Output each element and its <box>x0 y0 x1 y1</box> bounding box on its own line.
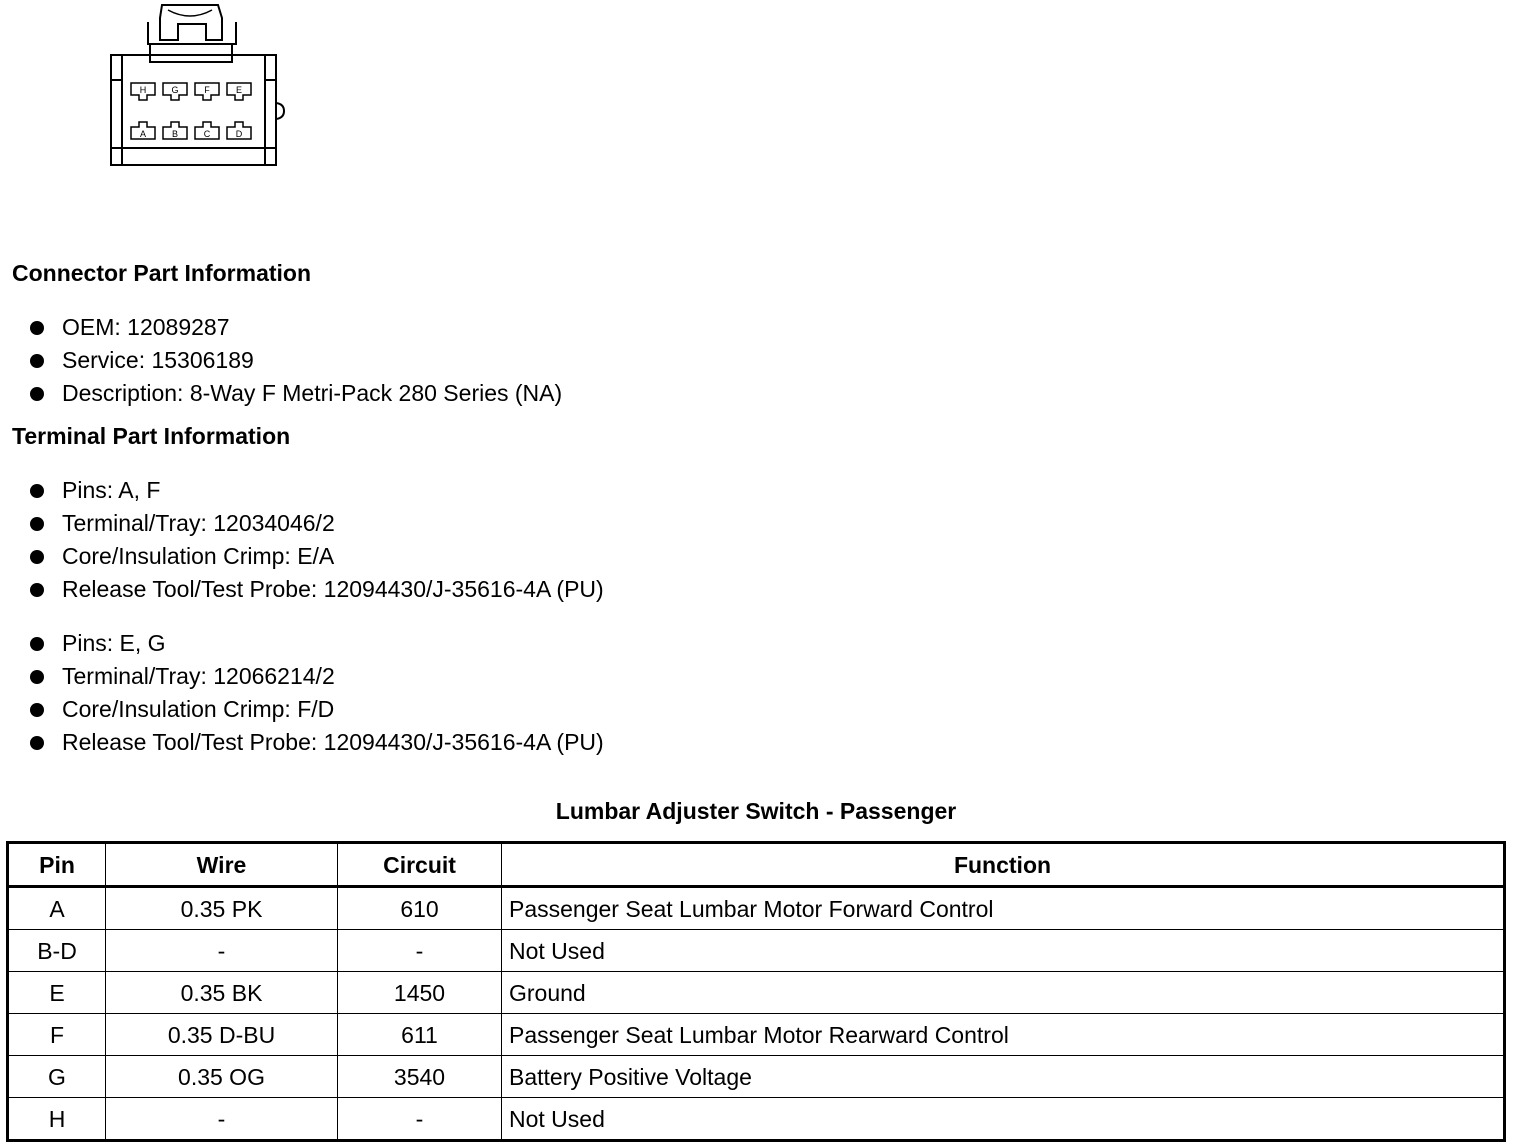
connector-part-info-heading: Connector Part Information <box>12 260 312 286</box>
pin-label: E <box>235 85 243 95</box>
circuit-cell: - <box>338 1098 502 1141</box>
pin-label: A <box>139 129 147 139</box>
column-header-wire: Wire <box>106 843 338 887</box>
list-item: Description: 8-Way F Metri-Pack 280 Series (NA) <box>28 377 562 410</box>
circuit-cell: 3540 <box>338 1056 502 1098</box>
connector-face-diagram <box>100 0 290 170</box>
function-cell: Ground <box>502 972 1505 1014</box>
wire-cell: 0.35 D-BU <box>106 1014 338 1056</box>
table-row <box>8 1056 1505 1098</box>
table-title: Lumbar Adjuster Switch - Passenger <box>555 798 957 824</box>
list-item: Terminal/Tray: 12066214/2 <box>28 660 604 693</box>
list-item: Release Tool/Test Probe: 12094430/J-35616-4A (PU) <box>28 726 604 759</box>
wire-cell: 0.35 PK <box>106 887 338 930</box>
pin-label: H <box>139 85 147 95</box>
function-cell: Passenger Seat Lumbar Motor Forward Control <box>502 887 1505 930</box>
function-cell: Battery Positive Voltage <box>502 1056 1505 1098</box>
column-header-function: Function <box>502 843 1505 887</box>
terminal-group-1-list <box>28 474 604 606</box>
pin-label: D <box>235 129 243 139</box>
table-row <box>8 1098 1505 1141</box>
wire-cell: - <box>106 1098 338 1141</box>
terminal-group-2-list <box>28 627 604 759</box>
pin-cell: B-D <box>8 930 106 972</box>
table-row <box>8 1014 1505 1056</box>
connector-part-info-list <box>28 311 562 410</box>
table-header-row <box>8 843 1505 887</box>
circuit-cell: - <box>338 930 502 972</box>
list-item: Service: 15306189 <box>28 344 562 377</box>
terminal-part-info-heading: Terminal Part Information <box>12 423 291 449</box>
pin-label: G <box>171 85 179 95</box>
circuit-cell: 611 <box>338 1014 502 1056</box>
column-header-pin: Pin <box>8 843 106 887</box>
wire-cell: 0.35 BK <box>106 972 338 1014</box>
table-row <box>8 930 1505 972</box>
function-cell: Not Used <box>502 930 1505 972</box>
list-item: Core/Insulation Crimp: F/D <box>28 693 604 726</box>
column-header-circuit: Circuit <box>338 843 502 887</box>
pin-cell: E <box>8 972 106 1014</box>
pin-cell: H <box>8 1098 106 1141</box>
pin-cell: G <box>8 1056 106 1098</box>
circuit-cell: 610 <box>338 887 502 930</box>
function-cell: Passenger Seat Lumbar Motor Rearward Control <box>502 1014 1505 1056</box>
list-item: OEM: 12089287 <box>28 311 562 344</box>
list-item: Pins: A, F <box>28 474 604 507</box>
pin-label: C <box>203 129 211 139</box>
wire-cell: - <box>106 930 338 972</box>
list-item: Core/Insulation Crimp: E/A <box>28 540 604 573</box>
pin-label: F <box>204 85 210 95</box>
circuit-cell: 1450 <box>338 972 502 1014</box>
wire-cell: 0.35 OG <box>106 1056 338 1098</box>
table-row <box>8 887 1505 930</box>
function-cell: Not Used <box>502 1098 1505 1141</box>
list-item: Release Tool/Test Probe: 12094430/J-35616-4A (PU) <box>28 573 604 606</box>
list-item: Terminal/Tray: 12034046/2 <box>28 507 604 540</box>
pin-cell: F <box>8 1014 106 1056</box>
list-item: Pins: E, G <box>28 627 604 660</box>
pin-table <box>6 841 1506 1142</box>
pin-cell: A <box>8 887 106 930</box>
table-row <box>8 972 1505 1014</box>
pin-label: B <box>171 129 179 139</box>
